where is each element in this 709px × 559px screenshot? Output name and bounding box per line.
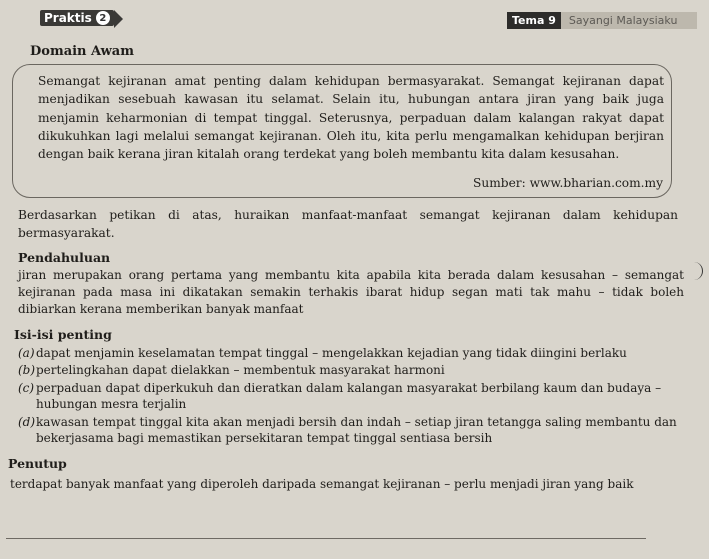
tema-badge — [507, 12, 697, 29]
list-item-label: (a) — [18, 346, 35, 360]
question-text: Berdasarkan petikan di atas, huraikan manfaat-manfaat semangat kejiranan dalam kehidupan bermasyarakat. — [18, 208, 678, 240]
list-item-label: (c) — [18, 380, 35, 395]
pendahuluan-text: jiran merupakan orang pertama yang membantu kita apabila kita berada dalam kesusahan – semangat kejiranan pada masa ini dikatakan semakin terhakis ibarat hidup segan mati tak mahu – tidak boleh dibiarkan kerana memberikan banyak manfaat — [18, 268, 684, 316]
pendahuluan-heading: Pendahuluan — [18, 250, 111, 265]
praktis-badge — [40, 10, 114, 26]
praktis-number: 2 — [96, 11, 110, 25]
list-item-text: perpaduan dapat diperkukuh dan dieratkan dalam kalangan masyarakat berbilang kaum dan budaya – hubungan mesra terjalin — [36, 380, 662, 412]
praktis-label: Praktis — [44, 11, 92, 25]
passage-source: Sumber: www.bharian.com.my — [473, 176, 663, 190]
tema-label: Tema 9 — [507, 12, 561, 29]
list-item — [18, 380, 690, 413]
isi-heading: Isi-isi penting — [14, 327, 112, 342]
bottom-rule — [6, 538, 646, 539]
section-title: Domain Awam — [30, 44, 134, 59]
margin-bracket-icon — [694, 262, 703, 280]
list-item-label: (b) — [18, 363, 36, 378]
tema-subtitle: Sayangi Malaysiaku — [561, 12, 697, 29]
penutup-text: terdapat banyak manfaat yang diperoleh daripada semangat kejiranan – perlu menjadi jiran yang baik — [10, 477, 634, 491]
penutup-heading: Penutup — [8, 456, 67, 471]
list-item-text: dapat menjamin keselamatan tempat tinggal – mengelakkan kejadian yang tidak diingini berlaku — [36, 346, 627, 360]
list-item-label: (d) — [18, 414, 36, 429]
praktis-arrow-icon — [114, 10, 123, 28]
list-item — [18, 362, 690, 378]
list-item — [18, 414, 690, 447]
isi-list — [18, 345, 690, 447]
passage-text: Semangat kejiranan amat penting dalam kehidupan bermasyarakat. Semangat kejiranan dapat menjadikan sesebuah kawasan itu selamat. Selain itu, hubungan antara jiran yang baik juga menjamin keharmonian di tempat tinggal. Seterusnya, perpaduan dalam kalangan rakyat dapat dikukuhkan lagi melalui semangat kejiranan. Oleh itu, kita perlu mengamalkan kehidupan berjiran dengan baik kerana jiran kitalah orang terdekat yang boleh membantu kita dalam kesusahan. — [38, 74, 664, 162]
list-item-text: kawasan tempat tinggal kita akan menjadi bersih dan indah – setiap jiran tetangga saling membantu dan bekerjasama bagi memastikan persekitaran tempat tinggal sentiasa bersih — [36, 414, 677, 446]
list-item — [18, 345, 690, 361]
list-item-text: pertelingkahan dapat dielakkan – membentuk masyarakat harmoni — [36, 363, 445, 378]
